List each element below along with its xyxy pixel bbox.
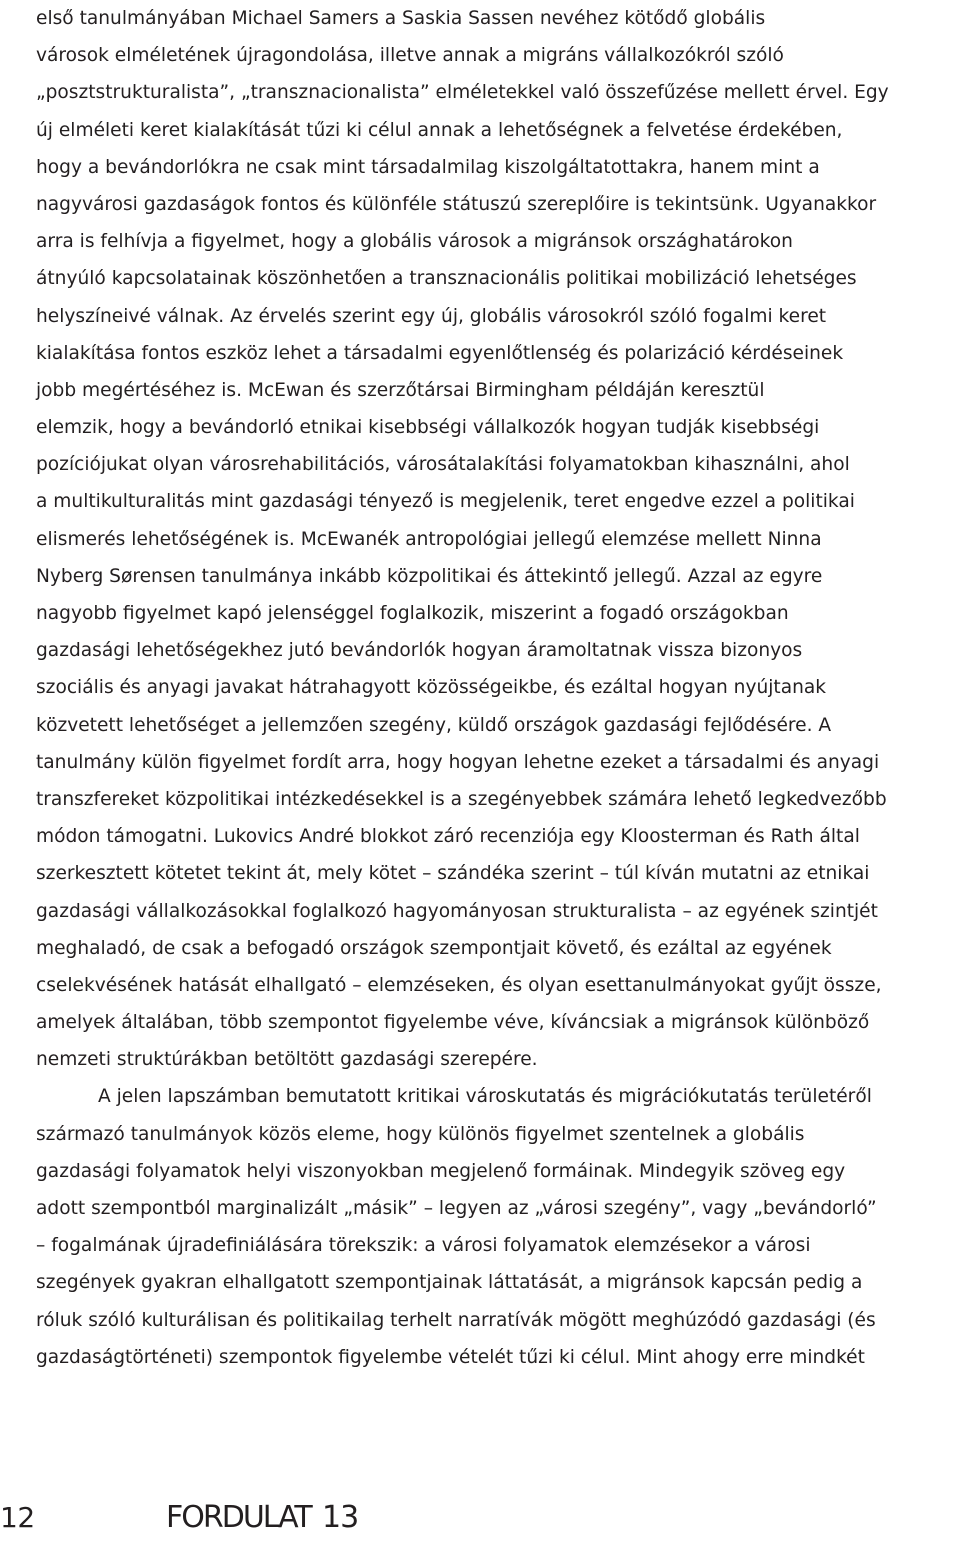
article-body: [36, 0, 960, 1376]
page-number: 12: [0, 1501, 35, 1534]
text-line: tanulmány külön figyelmet fordít arra, hogy hogyan lehetne ezeket a társadalmi és anyagi: [36, 751, 880, 773]
text-line: gazdasági vállalkozásokkal foglalkozó hagyományosan strukturalista – az egyének szintjét: [36, 900, 878, 922]
text-line: szerkesztett kötetet tekint át, mely kötet – szándéka szerint – túl kíván mutatni az etnikai: [36, 863, 870, 885]
text-line: szociális és anyagi javakat hátrahagyott közösségeikbe, és ezáltal hogyan nyújtanak: [36, 677, 827, 699]
text-line: helyszíneivé válnak. Az érvelés szerint egy új, globális városokról szóló fogalmi keret: [36, 305, 827, 327]
paragraph-2: [36, 1078, 960, 1376]
text-line: gazdasági folyamatok helyi viszonyokban megjelenő formáinak. Mindegyik szöveg egy: [36, 1160, 846, 1182]
text-line: városok elméletének újragondolása, illetve annak a migráns vállalkozókról szóló: [36, 45, 784, 67]
text-line: első tanulmányában Michael Samers a Saskia Sassen nevéhez kötődő globális: [36, 8, 766, 29]
text-line: nagyvárosi gazdaságok fontos és különféle státuszú szereplőire is tekintsünk. Ugyanakkor: [36, 193, 877, 215]
text-line: közvetett lehetőséget a jellemzően szegény, küldő országok gazdasági fejlődésére. A: [36, 714, 832, 736]
text-line: – fogalmának újradefiniálására törekszik: a városi folyamatok elemzésekor a városi: [36, 1235, 811, 1257]
text-line: módon támogatni. Lukovics André blokkot záró recenziója egy Kloosterman és Rath által: [36, 826, 860, 848]
text-line: gazdasági lehetőségekhez jutó bevándorlók hogyan áramoltatnak vissza bizonyos: [36, 640, 803, 662]
text-line: cselekvésének hatását elhallgató – elemzéseken, és olyan esettanulmányokat gyűjt össze,: [36, 974, 882, 996]
text-line: elismerés lehetőségének is. McEwanék antropológiai jellegű elemzése mellett Ninna: [36, 528, 822, 550]
text-line: Nyberg Sørensen tanulmánya inkább közpolitikai és áttekintő jellegű. Azzal az egyre: [36, 565, 823, 587]
text-line: nemzeti struktúrákban betöltött gazdasági szerepére.: [36, 1049, 538, 1071]
text-line: gazdaságtörténeti) szempontok figyelembe vételét tűzi ki célul. Mint ahogy erre mindkét: [36, 1346, 865, 1368]
text-line: pozíciójukat olyan városrehabilitációs, városátalakítási folyamatokban kihasználni, ahol: [36, 454, 850, 476]
text-line: nagyobb figyelmet kapó jelenséggel foglalkozik, miszerint a fogadó országokban: [36, 603, 789, 624]
text-line: jobb megértéséhez is. McEwan és szerzőtársai Birmingham példáján keresztül: [36, 379, 765, 401]
text-line: transzfereket közpolitikai intézkedésekkel is a szegényebbek számára lehető legkedvezőbb: [36, 788, 887, 810]
text-line: szegények gyakran elhallgatott szempontjainak láttatását, a migránsok kapcsán pedig a: [36, 1272, 863, 1294]
text-line: új elméleti keret kialakítását tűzi ki célul annak a lehetőségnek a felvetése érdekében,: [36, 119, 843, 141]
issue-number: 13: [322, 1500, 359, 1535]
page-footer: [0, 1498, 960, 1542]
text-line: meghaladó, de csak a befogadó országok szempontjait követő, és ezáltal az egyének: [36, 937, 832, 959]
journal-name: FORDULAT: [166, 1500, 311, 1535]
text-line: kialakítása fontos eszköz lehet a társadalmi egyenlőtlenség és polarizáció kérdéseinek: [36, 342, 844, 364]
text-line: hogy a bevándorlókra ne csak mint társadalmilag kiszolgáltatottakra, hanem mint a: [36, 156, 820, 178]
text-line: átnyúló kapcsolatainak köszönhetően a transznacionális politikai mobilizáció lehetséges: [36, 268, 857, 290]
text-line: arra is felhívja a figyelmet, hogy a globális városok a migránsok országhatárokon: [36, 231, 793, 253]
paragraph-1: [36, 0, 960, 1078]
text-line: „posztstrukturalista”, „transznacionalista” elméletekkel való összefűzése mellett érvel. Egy: [36, 82, 889, 104]
text-line: adott szempontból marginalizált „másik” – legyen az „városi szegény”, vagy „bevándorló”: [36, 1198, 877, 1219]
text-line: a multikulturalitás mint gazdasági tényező is megjelenik, teret engedve ezzel a politikai: [36, 491, 855, 513]
text-line: származó tanulmányok közös eleme, hogy különös figyelmet szentelnek a globális: [36, 1123, 805, 1145]
text-line: amelyek általában, több szempontot figyelembe véve, kíváncsiak a migránsok különböző: [36, 1012, 870, 1034]
text-line: róluk szóló kulturálisan és politikailag terhelt narratívák mögött meghúzódó gazdasági (és: [36, 1309, 876, 1331]
text-line: A jelen lapszámban bemutatott kritikai városkutatás és migrációkutatás területéről: [98, 1086, 872, 1108]
text-line: elemzik, hogy a bevándorló etnikai kisebbségi vállalkozók hogyan tudják kisebbségi: [36, 417, 820, 439]
